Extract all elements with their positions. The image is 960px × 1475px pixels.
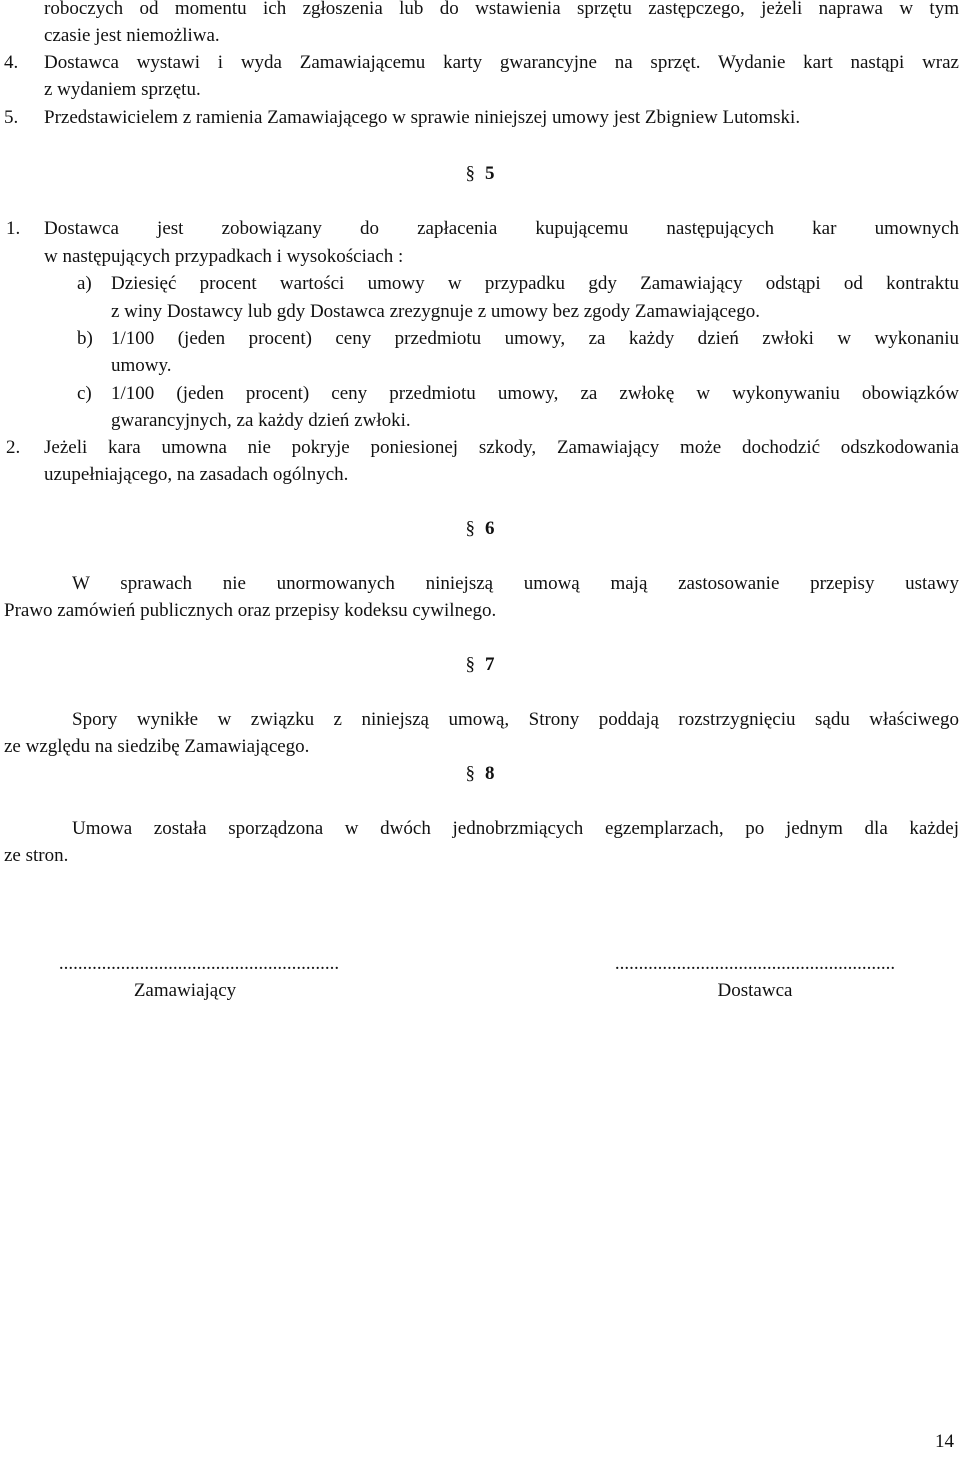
list-number: 5.	[4, 107, 19, 128]
paragraph-line: umowy.	[111, 355, 172, 376]
paragraph-line: Jeżeli kara umowna nie pokryje poniesionej szkody, Zamawiający może dochodzić odszkodowania	[44, 437, 959, 458]
section-number: 6	[485, 518, 495, 539]
section-symbol: §	[465, 163, 475, 184]
paragraph-line: Dostawca wystawi i wyda Zamawiającemu karty gwarancyjne na sprzęt. Wydanie kart nastąpi wraz	[44, 52, 959, 73]
paragraph-line: w następujących przypadkach i wysokościach :	[44, 246, 404, 267]
paragraph-line: ze stron.	[4, 845, 69, 866]
paragraph-line: Spory wynikłe w związku z niniejszą umową, Strony poddają rozstrzygnięciu sądu właściwego	[72, 709, 959, 730]
paragraph-line: Dostawca jest zobowiązany do zapłacenia kupującemu następujących kar umownych	[44, 218, 959, 239]
paragraph-line: Dziesięć procent wartości umowy w przypadku gdy Zamawiający odstąpi od kontraktu	[111, 273, 959, 294]
signature-line-right: ...........................................................	[614, 953, 896, 974]
section-symbol: §	[465, 763, 475, 784]
paragraph-line: W sprawach nie unormowanych niniejszą umową mają zastosowanie przepisy ustawy	[72, 573, 959, 594]
signature-label-left: Zamawiający	[133, 980, 237, 1001]
list-label: b)	[77, 328, 93, 349]
paragraph-line: z winy Dostawcy lub gdy Dostawca zrezygnuje z umowy bez zgody Zamawiającego.	[111, 301, 760, 322]
signature-line-left: ...........................................................	[58, 953, 340, 974]
section-symbol: §	[465, 654, 475, 675]
section-heading	[0, 651, 960, 678]
section-number: 7	[485, 654, 495, 675]
section-number: 5	[485, 163, 495, 184]
list-number: 2.	[6, 437, 21, 458]
paragraph-line: 1/100 (jeden procent) ceny przedmiotu umowy, za zwłokę w wykonywaniu obowiązków	[111, 383, 959, 404]
signature-label-right: Dostawca	[717, 980, 793, 1001]
list-label: a)	[77, 273, 92, 294]
paragraph-line: uzupełniającego, na zasadach ogólnych.	[44, 464, 349, 485]
paragraph-line: Umowa została sporządzona w dwóch jednobrzmiących egzemplarzach, po jednym dla każdej	[72, 818, 959, 839]
paragraph-line: roboczych od momentu ich zgłoszenia lub do wstawienia sprzętu zastępczego, jeżeli naprawa w tym	[44, 0, 959, 19]
paragraph-line: czasie jest niemożliwa.	[44, 25, 220, 46]
paragraph-line: Przedstawicielem z ramienia Zamawiającego w sprawie niniejszej umowy jest Zbigniew Lutomski.	[44, 107, 801, 128]
list-number: 1.	[6, 218, 21, 239]
paragraph-line: Prawo zamówień publicznych oraz przepisy kodeksu cywilnego.	[4, 600, 497, 621]
list-label: c)	[77, 383, 92, 404]
paragraph-line: 1/100 (jeden procent) ceny przedmiotu umowy, za każdy dzień zwłoki w wykonaniu	[111, 328, 959, 349]
page-number: 14	[935, 1431, 954, 1452]
section-number: 8	[485, 763, 495, 784]
section-heading	[0, 760, 960, 787]
section-heading	[0, 160, 960, 187]
paragraph-line: gwarancyjnych, za każdy dzień zwłoki.	[111, 410, 411, 431]
list-number: 4.	[4, 52, 19, 73]
section-heading	[0, 515, 960, 542]
section-symbol: §	[465, 518, 475, 539]
paragraph-line: ze względu na siedzibę Zamawiającego.	[4, 736, 310, 757]
paragraph-line: z wydaniem sprzętu.	[44, 79, 201, 100]
